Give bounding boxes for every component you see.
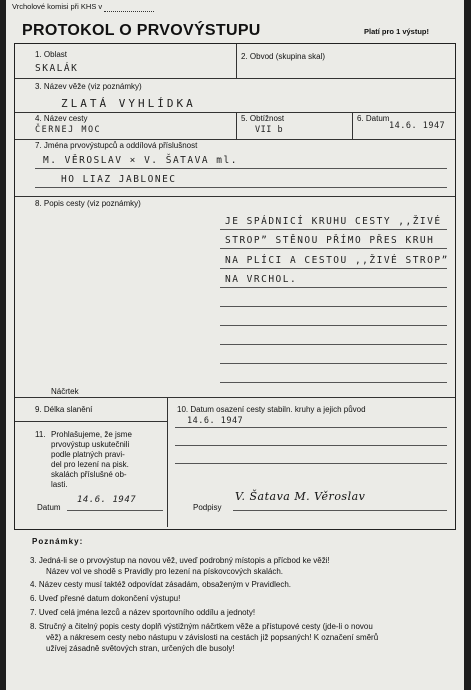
- datum-label: Datum: [37, 503, 61, 512]
- declaration-line2: prvovýstup uskutečnili: [51, 440, 130, 449]
- route-value: ČERNEJ MOC: [35, 125, 102, 135]
- tower-value: ZLATÁ VYHLÍDKA: [61, 97, 196, 110]
- declaration-line1: Prohlašujeme, že jsme: [51, 430, 132, 439]
- climbers-line1: M. VĚROSLAV × V. ŠATAVA ml.: [43, 155, 238, 166]
- validity-note: Platí pro 1 výstup!: [364, 27, 430, 36]
- note-3-cont: Název vol ve shodě s Pravidly pro lezení na pískovcových skalách.: [46, 567, 284, 576]
- declaration-line3: podle platných pravi-: [51, 450, 125, 459]
- difficulty-value: VII b: [255, 125, 284, 135]
- date-label: 6. Datum: [357, 114, 390, 123]
- description-label: 8. Popis cesty (viz poznámky): [35, 199, 141, 208]
- note-7: 7. Uveď celá jména lezců a název sportovního oddílu a jednoty!: [30, 608, 256, 617]
- description-line4: NA VRCHOL.: [225, 274, 298, 285]
- note-8-cont1: věž) a nákresem cesty nebo nástupu v závislosti na cestách již popsaných! K označení směrů: [46, 633, 379, 642]
- difficulty-label: 5. Obtížnost: [241, 114, 285, 123]
- note-8-cont2: užívej zásadně světových stran, určených dle busoly!: [46, 644, 235, 653]
- bolt-date-label: 10. Datum osazení cesty stabiln. kruhy a jejich původ: [177, 405, 366, 414]
- bolt-date-value: 14.6. 1947: [187, 416, 244, 426]
- podpisy-label: Podpisy: [193, 503, 222, 512]
- declaration-line4: del pro lezení na pisk.: [51, 460, 129, 469]
- description-line2: STROPˮ STĚNOU PŘÍMO PŘES KRUH: [225, 235, 435, 246]
- protocol-form: [6, 0, 464, 690]
- commission-blank-line: [104, 11, 154, 12]
- note-8: 8. Stručný a čitelný popis cesty doplň výstižným náčrtkem věže a přístupové cesty (jde-li o novou: [30, 622, 373, 631]
- sketch-label: Náčrtek: [51, 387, 79, 396]
- district-label: 2. Obvod (skupina skal): [241, 52, 326, 61]
- tower-label: 3. Název věže (viz poznámky): [35, 82, 142, 91]
- route-label: 4. Název cesty: [35, 114, 88, 123]
- signatures-value: V. Šatava M. Věroslav: [235, 490, 366, 503]
- description-line3: NA PLÍCI A CESTOU ,,ŽIVÉ STROPˮ: [225, 255, 449, 266]
- description-line1: JE SPÁDNICÍ KRUHU CESTY ,,ŽIVÉ: [225, 216, 442, 227]
- area-value: SKALÁK: [35, 63, 79, 74]
- climbers-label: 7. Jména prvovýstupců a oddílová příslušnost: [35, 141, 198, 150]
- datum-value: 14.6. 1947: [77, 495, 137, 505]
- commission-header: Vrcholové komisi při KHS v: [12, 2, 103, 11]
- form-title: PROTOKOL O PRVOVÝSTUPU: [22, 22, 261, 39]
- date-value: 14.6. 1947: [389, 121, 446, 131]
- notes-title: Poznámky:: [32, 537, 84, 546]
- form-table: [14, 43, 456, 530]
- declaration-number: 11.: [35, 430, 46, 439]
- row1-divider: [236, 44, 237, 78]
- declaration-line5: skalách příslušné ob-: [51, 470, 127, 479]
- area-label: 1. Oblast: [35, 50, 68, 59]
- note-6: 6. Uveď přesné datum dokončení výstupu!: [30, 594, 181, 603]
- climbers-line2: HO LIAZ JABLONEC: [61, 174, 177, 185]
- rappel-label: 9. Délka slanění: [35, 405, 93, 414]
- declaration-line6: lasti.: [51, 480, 68, 489]
- note-4: 4. Název cesty musí taktéž odpovídat zásadám, obsaženým v Pravidlech.: [30, 580, 292, 589]
- note-3: 3. Jedná-li se o prvovýstup na novou věž, uveď podrobný místopis a přícbod ke věži!: [30, 556, 330, 565]
